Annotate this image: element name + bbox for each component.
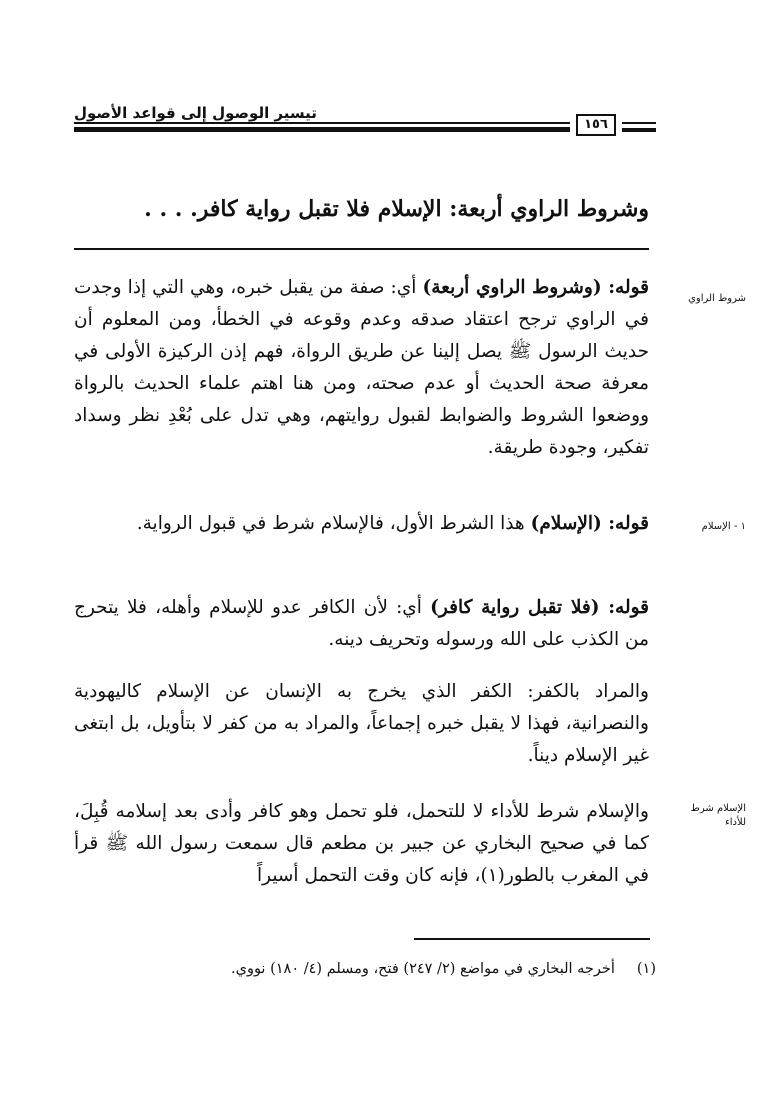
header-rule-thick	[74, 127, 570, 132]
paragraph-lead: قوله: (فلا تقبل رواية كافر)	[430, 597, 650, 618]
matn-separator	[74, 248, 649, 250]
paragraph	[74, 796, 649, 892]
paragraph-text: أي: صفة من يقبل خبره، وهي التي إذا وجدت في الراوي ترجح اعتقاد صدقه وعدم وقوعه في الخطأ، ومن المعلوم أن حديث الرسول ﷺ يصل إلينا عن طريق الرواة، فهم إذن الركيزة الأولى في معرفة صحة الحديث أو عدم صحته، ومن هنا اهتم علماء الحديث بالرواة ووضعوا الشروط والضوابط لقبول روايتهم، وهي تدل على بُعْدِ نظر وسداد تفكير، وجودة طريقة.	[74, 277, 649, 458]
footnote-text: أخرجه البخاري في مواضع (٢/ ٢٤٧) فتح، ومسلم (٤/ ١٨٠) نووي.	[230, 961, 615, 977]
paragraph-lead: قوله: (الإسلام)	[530, 513, 649, 534]
paragraph-text: أي: لأن الكافر عدو للإسلام وأهله، فلا يتحرج من الكذب على الله ورسوله وتحريف دينه.	[74, 597, 649, 650]
footnote-number: (١)	[636, 961, 656, 977]
paragraph-text: والمراد بالكفر: الكفر الذي يخرج به الإنسان عن الإسلام كاليهودية والنصرانية، فهذا لا يقبل خبره إجماعاً، والمراد به من كفر لا بتأويل، بل ابتغى غير الإسلام ديناً.	[74, 681, 649, 766]
footnote-separator	[414, 938, 650, 940]
book-title: تيسير الوصول إلى قواعد الأصول	[74, 104, 317, 122]
paragraph	[74, 592, 649, 656]
paragraph	[74, 272, 649, 464]
matn-text: وشروط الراوي أربعة: الإسلام فلا تقبل رواية كافر. . . .	[144, 196, 649, 222]
paragraph-text: هذا الشرط الأول، فالإسلام شرط في قبول الرواية.	[136, 513, 531, 534]
paragraph-text: والإسلام شرط للأداء لا للتحمل، فلو تحمل وهو كافر وأدى بعد إسلامه قُبِلَ، كما في صحيح البخاري عن جبير بن مطعم قال سمعت رسول الله ﷺ قرأ في المغرب بالطور(١)، فإنه كان وقت التحمل أسيراً	[74, 801, 649, 886]
header-rule-thin	[74, 122, 570, 124]
running-header	[74, 100, 656, 140]
paragraph	[74, 508, 649, 540]
page-number: ١٥٦	[576, 114, 616, 136]
header-ornament-rule	[622, 122, 656, 124]
footnote	[74, 958, 656, 980]
side-note-narrator-conditions: شروط الراوي	[688, 293, 746, 304]
header-ornament-rule	[622, 128, 656, 132]
paragraph	[74, 676, 649, 772]
side-note-islam-condition-for-delivery: الإسلام شرط للأداء	[690, 803, 746, 828]
paragraph-lead: قوله: (وشروط الراوي أربعة)	[422, 277, 649, 298]
side-note-islam: ١ - الإسلام	[701, 521, 746, 532]
